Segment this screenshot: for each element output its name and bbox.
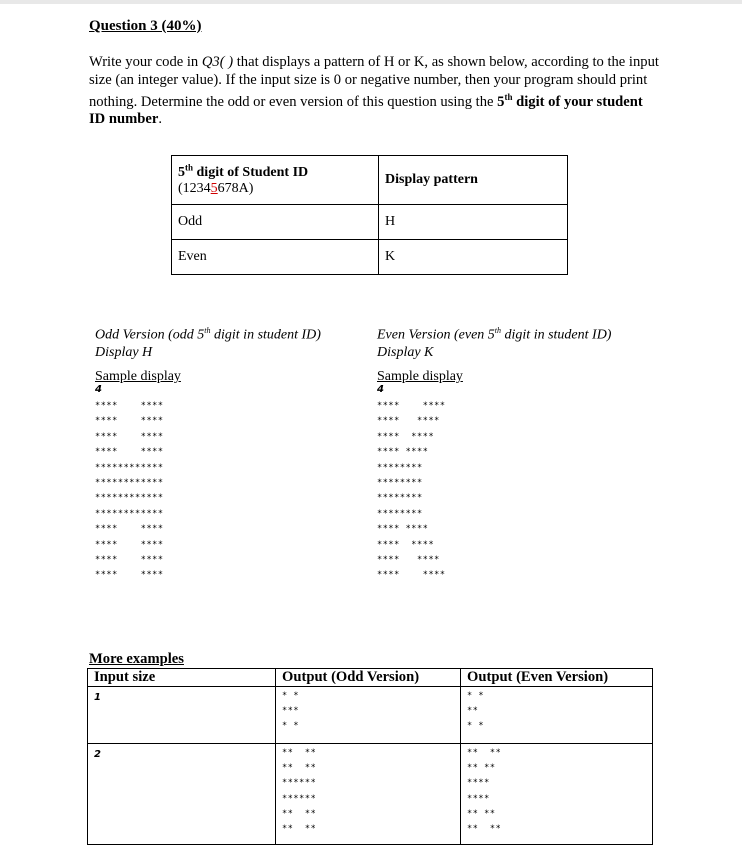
header-display-pattern: Display pattern [379, 156, 568, 205]
odd-sample-label: Sample display [95, 369, 181, 384]
col-even-output: Output (Even Version) [461, 669, 653, 687]
pattern-cell: H [379, 205, 568, 240]
even-version-title: Even Version (even 5th digit in student ID) Display K [377, 326, 612, 360]
digit-pattern-table [171, 155, 568, 275]
highlighted-digit: 5 [210, 181, 218, 197]
function-name: Q3( ) [201, 54, 234, 70]
odd-h-pattern: **** **** **** **** **** **** **** **** ************ ************ ************ ************ **** **** **** **** **** **** **** **** [95, 401, 164, 581]
pattern-cell: K [379, 240, 568, 275]
odd-output: ** ** ** ** ****** ****** ** ** ** ** [282, 748, 317, 835]
header-digit: 5th digit of Student ID (12345678A) [172, 156, 379, 205]
even-output: * * ** * * [467, 691, 485, 732]
odd-output: * * *** * * [282, 691, 300, 732]
even-sample-input: 4 [377, 384, 384, 395]
odd-sample-input: 4 [95, 384, 102, 395]
more-examples-title: More examples [89, 651, 184, 667]
odd-version-title: Odd Version (odd 5th digit in student ID) Display H [95, 326, 321, 360]
digit-cell: Even [172, 240, 379, 275]
more-examples-table [87, 668, 653, 845]
even-k-pattern: **** **** **** **** **** **** **** **** ******** ******** ******** ******** **** **** **** **** **** **** **** **** [377, 401, 446, 581]
table-row [88, 744, 653, 845]
col-input-size: Input size [88, 669, 276, 687]
table-row [88, 687, 653, 744]
even-output: ** ** ** ** **** **** ** ** ** ** [467, 748, 502, 835]
even-sample-label: Sample display [377, 369, 463, 384]
input-size-value: 1 [94, 692, 101, 703]
question-title: Question 3 (40%) [89, 18, 202, 34]
digit-cell: Odd [172, 205, 379, 240]
input-size-value: 2 [94, 749, 101, 760]
question-instructions: Write your code in Q3( ) that displays a pattern of H or K, as shown below, according to the input size (an integer value). If the input size is 0 or negative number, then your program should print nothing. Determine the odd or even version of this question using the 5th digit of your student ID number. [89, 54, 659, 128]
top-rule [0, 0, 742, 4]
col-odd-output: Output (Odd Version) [276, 669, 461, 687]
